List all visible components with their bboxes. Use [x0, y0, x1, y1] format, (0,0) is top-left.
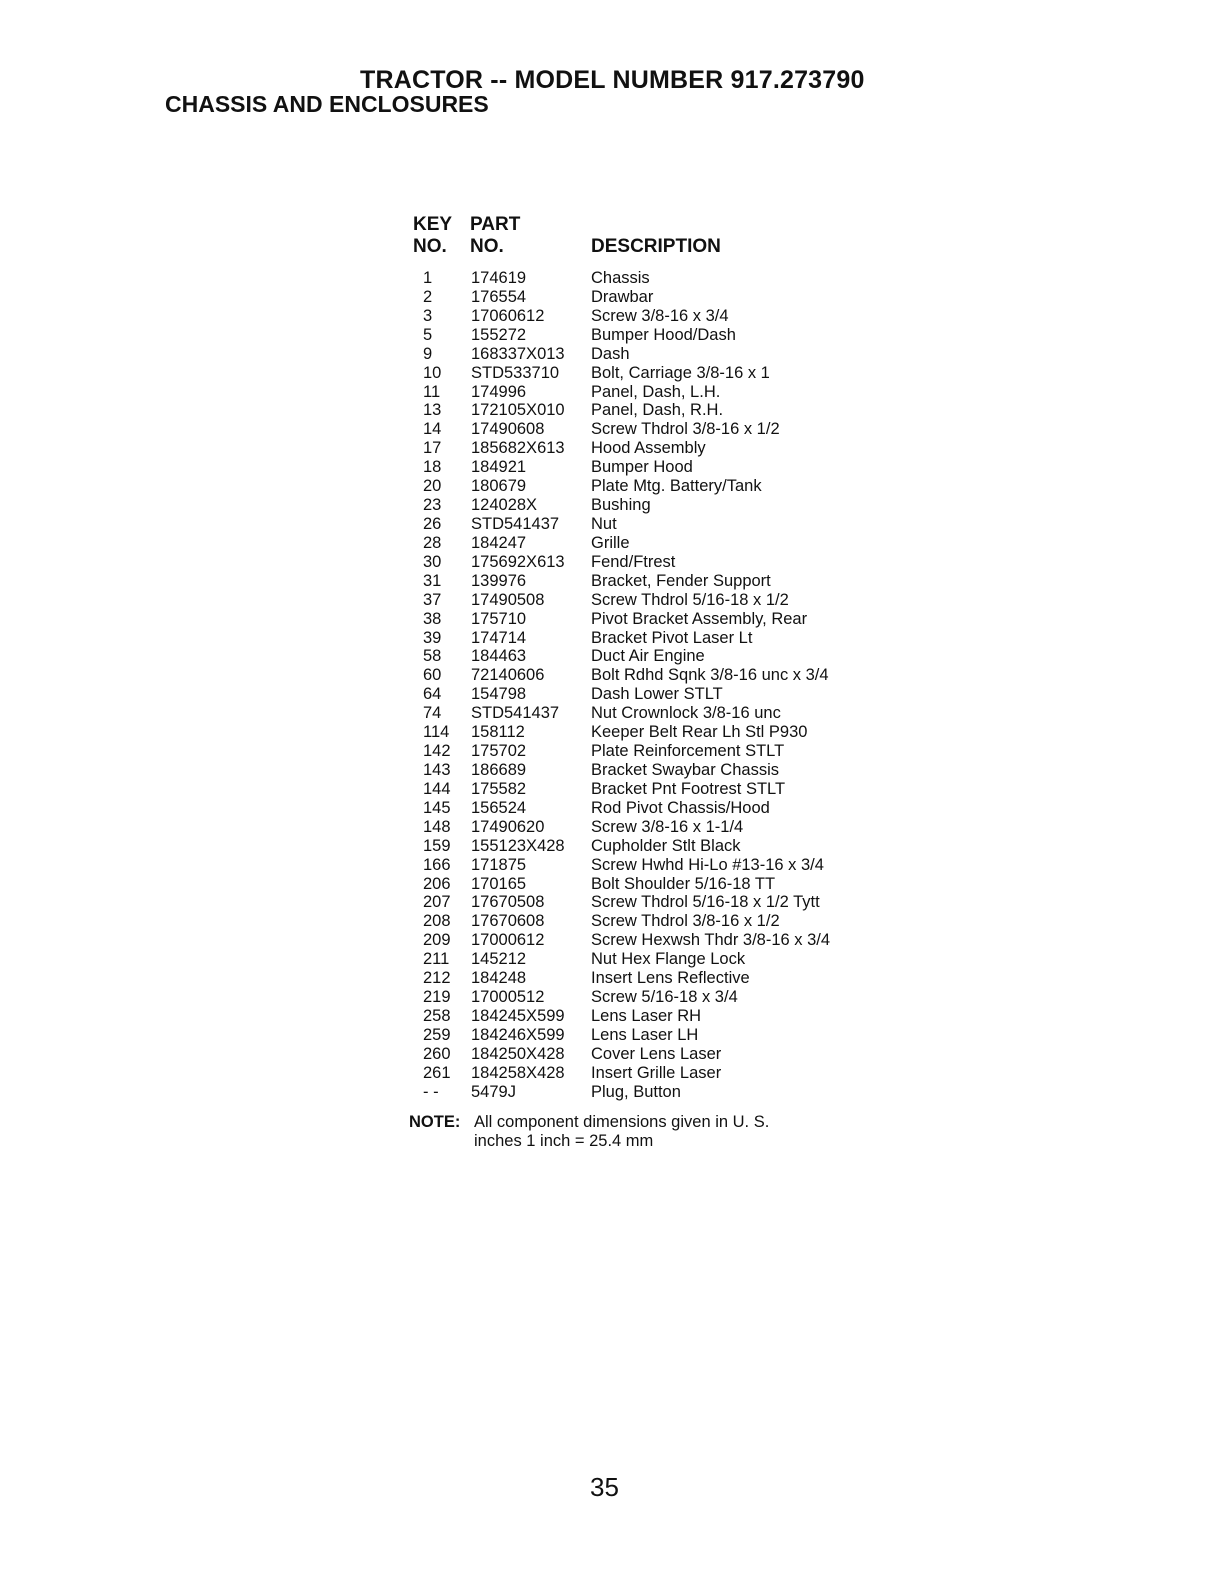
- table-row: [413, 761, 913, 780]
- description-cell: Pivot Bracket Assembly, Rear: [591, 609, 808, 628]
- part-number-cell: 184258X428: [471, 1063, 565, 1082]
- key-cell: 148: [423, 817, 451, 836]
- part-number-cell: 155272: [471, 325, 527, 344]
- part-number-cell: 172105X010: [471, 401, 565, 420]
- part-number-cell: 184921: [471, 458, 527, 477]
- part-number-cell: 17490508: [471, 590, 545, 609]
- part-number-cell: 174996: [471, 382, 527, 401]
- part-number-cell: 186689: [471, 760, 527, 779]
- table-row: [413, 534, 913, 553]
- table-row: [413, 931, 913, 950]
- key-cell: 142: [423, 742, 451, 761]
- part-number-cell: 175702: [471, 742, 527, 761]
- part-number-cell: 145212: [471, 950, 527, 969]
- part-number-cell: 156524: [471, 798, 527, 817]
- part-number-cell: 17000512: [471, 988, 545, 1007]
- key-cell: 211: [423, 950, 450, 969]
- description-cell: Insert Lens Reflective: [591, 969, 750, 988]
- table-row: [413, 704, 913, 723]
- key-cell: 166: [423, 855, 451, 874]
- key-cell: 30: [423, 552, 442, 571]
- table-row: [413, 893, 913, 912]
- description-cell: Insert Grille Laser: [591, 1063, 722, 1082]
- part-number-cell: 72140606: [471, 666, 545, 685]
- description-cell: Bushing: [591, 496, 651, 515]
- part-number-cell: 180679: [471, 477, 527, 496]
- description-cell: Cupholder Stlt Black: [591, 836, 741, 855]
- key-cell: 60: [423, 666, 442, 685]
- part-number-cell: 176554: [471, 287, 527, 306]
- key-cell: 159: [423, 836, 451, 855]
- key-cell: 143: [423, 760, 451, 779]
- table-row: [413, 647, 913, 666]
- key-cell: 20: [423, 477, 442, 496]
- part-number-cell: 154798: [471, 685, 527, 704]
- table-row: [413, 875, 913, 894]
- key-cell: 261: [423, 1063, 451, 1082]
- part-number-cell: 174714: [471, 628, 527, 647]
- description-cell: Plate Reinforcement STLT: [591, 742, 785, 761]
- part-number-cell: 17060612: [471, 306, 545, 325]
- key-cell: 26: [423, 514, 442, 533]
- table-row: [413, 610, 913, 629]
- part-number-cell: 175582: [471, 779, 527, 798]
- table-row: [413, 1007, 913, 1026]
- description-cell: Plate Mtg. Battery/Tank: [591, 477, 762, 496]
- part-number-cell: 17670508: [471, 893, 545, 912]
- table-row: [413, 364, 913, 383]
- description-cell: Screw Thdrol 3/8-16 x 1/2: [591, 420, 780, 439]
- description-cell: Cover Lens Laser: [591, 1044, 722, 1063]
- key-cell: 31: [423, 571, 442, 590]
- description-cell: Screw 3/8-16 x 1-1/4: [591, 817, 744, 836]
- table-row: [413, 950, 913, 969]
- key-cell: 17: [423, 439, 442, 458]
- table-row: [413, 458, 913, 477]
- table-row: [413, 780, 913, 799]
- description-cell: Hood Assembly: [591, 439, 706, 458]
- description-header: DESCRIPTION: [591, 236, 721, 257]
- key-cell: 144: [423, 779, 451, 798]
- part-number-cell: STD533710: [471, 363, 560, 382]
- table-row: [413, 345, 913, 364]
- key-cell: 13: [423, 401, 442, 420]
- description-cell: Bumper Hood/Dash: [591, 325, 736, 344]
- key-cell: 74: [423, 704, 442, 723]
- parts-rows: [413, 269, 913, 1102]
- part-number-cell: 175692X613: [471, 552, 565, 571]
- table-row: [413, 515, 913, 534]
- parts-list-header: [413, 214, 913, 266]
- table-row: [413, 307, 913, 326]
- part-number-cell: 139976: [471, 571, 527, 590]
- description-cell: Nut Hex Flange Lock: [591, 950, 746, 969]
- table-row: [413, 799, 913, 818]
- table-row: [413, 420, 913, 439]
- description-cell: Screw Hexwsh Thdr 3/8-16 x 3/4: [591, 931, 831, 950]
- description-cell: Screw Hwhd Hi-Lo #13-16 x 3/4: [591, 855, 824, 874]
- description-cell: Keeper Belt Rear Lh Stl P930: [591, 723, 808, 742]
- table-row: [413, 818, 913, 837]
- key-cell: 219: [423, 988, 451, 1007]
- description-cell: Lens Laser LH: [591, 1025, 699, 1044]
- description-cell: Screw Thdrol 5/16-18 x 1/2 Tytt: [591, 893, 820, 912]
- key-cell: 18: [423, 458, 442, 477]
- table-row: [413, 629, 913, 648]
- key-cell: 37: [423, 590, 442, 609]
- description-cell: Bracket Pivot Laser Lt: [591, 628, 753, 647]
- part-number-cell: 184248: [471, 969, 527, 988]
- key-cell: 3: [423, 306, 433, 325]
- table-row: [413, 742, 913, 761]
- description-cell: Bolt, Carriage 3/8-16 x 1: [591, 363, 770, 382]
- part-number-cell: 17490608: [471, 420, 545, 439]
- key-cell: 23: [423, 496, 442, 515]
- key-cell: 10: [423, 363, 442, 382]
- description-cell: Lens Laser RH: [591, 1006, 702, 1025]
- part-number-cell: 155123X428: [471, 836, 565, 855]
- description-cell: Nut: [591, 514, 617, 533]
- table-row: [413, 685, 913, 704]
- table-row: [413, 856, 913, 875]
- table-row: [413, 572, 913, 591]
- table-row: [413, 383, 913, 402]
- part-number-cell: 174619: [471, 269, 527, 287]
- key-cell: 1: [423, 269, 433, 287]
- description-cell: Bracket Pnt Footrest STLT: [591, 779, 786, 798]
- description-cell: Panel, Dash, L.H.: [591, 382, 721, 401]
- description-cell: Dash: [591, 344, 630, 363]
- key-cell: 259: [423, 1025, 451, 1044]
- description-cell: Screw 5/16-18 x 3/4: [591, 988, 738, 1007]
- section-subtitle: CHASSIS AND ENCLOSURES: [165, 91, 489, 117]
- key-cell: 260: [423, 1044, 451, 1063]
- key-cell: 208: [423, 912, 451, 931]
- part-number-cell: 170165: [471, 874, 527, 893]
- key-cell: 5: [423, 325, 433, 344]
- key-cell: 114: [423, 723, 450, 742]
- key-cell: 58: [423, 647, 442, 666]
- description-cell: Grille: [591, 533, 630, 552]
- page-number: 35: [590, 1472, 619, 1502]
- table-row: [413, 1083, 913, 1102]
- note-label: NOTE:: [409, 1113, 461, 1131]
- table-row: [413, 288, 913, 307]
- table-row: [413, 477, 913, 496]
- key-cell: 258: [423, 1006, 451, 1025]
- key-cell: 212: [423, 969, 451, 988]
- key-cell: 39: [423, 628, 442, 647]
- part-number-cell: 158112: [471, 723, 525, 742]
- description-cell: Dash Lower STLT: [591, 685, 723, 704]
- description-cell: Plug, Button: [591, 1082, 681, 1101]
- table-row: [413, 666, 913, 685]
- key-cell: 38: [423, 609, 442, 628]
- description-cell: Drawbar: [591, 287, 654, 306]
- description-cell: Bolt Rdhd Sqnk 3/8-16 unc x 3/4: [591, 666, 829, 685]
- key-cell: 145: [423, 798, 451, 817]
- part-number-cell: 5479J: [471, 1082, 516, 1101]
- key-cell: 28: [423, 533, 442, 552]
- key-cell: 209: [423, 931, 451, 950]
- table-row: [413, 496, 913, 515]
- description-cell: Bumper Hood: [591, 458, 693, 477]
- table-row: [413, 1045, 913, 1064]
- part-number-cell: 17000612: [471, 931, 545, 950]
- table-row: [413, 269, 913, 288]
- description-cell: Screw 3/8-16 x 3/4: [591, 306, 729, 325]
- part-number-cell: STD541437: [471, 704, 560, 723]
- table-row: [413, 401, 913, 420]
- part-number-cell: 168337X013: [471, 344, 565, 363]
- note-text: All component dimensions given in U. S. inches 1 inch = 25.4 mm: [474, 1113, 770, 1150]
- table-row: [413, 591, 913, 610]
- table-row: [413, 912, 913, 931]
- part-number-cell: 184245X599: [471, 1006, 565, 1025]
- part-number-cell: 124028X: [471, 496, 538, 515]
- table-row: [413, 723, 913, 742]
- description-cell: Bolt Shoulder 5/16-18 TT: [591, 874, 776, 893]
- description-cell: Fend/Ftrest: [591, 552, 676, 571]
- part-number-cell: 184250X428: [471, 1044, 565, 1063]
- part-number-cell: 184463: [471, 647, 527, 666]
- page-title: TRACTOR -- MODEL NUMBER 917.273790: [360, 66, 865, 94]
- key-cell: - -: [423, 1082, 439, 1101]
- description-cell: Chassis: [591, 269, 650, 287]
- description-cell: Nut Crownlock 3/8-16 unc: [591, 704, 781, 723]
- description-cell: Screw Thdrol 5/16-18 x 1/2: [591, 590, 789, 609]
- description-cell: Bracket, Fender Support: [591, 571, 771, 590]
- key-cell: 14: [423, 420, 442, 439]
- description-cell: Duct Air Engine: [591, 647, 705, 666]
- table-row: [413, 969, 913, 988]
- key-cell: 64: [423, 685, 442, 704]
- key-cell: 9: [423, 344, 433, 363]
- table-row: [413, 988, 913, 1007]
- part-number-cell: 175710: [471, 609, 527, 628]
- table-row: [413, 326, 913, 345]
- part-number-cell: 17670608: [471, 912, 545, 931]
- table-row: [413, 1026, 913, 1045]
- description-cell: Panel, Dash, R.H.: [591, 401, 724, 420]
- part-number-cell: 185682X613: [471, 439, 565, 458]
- part-number-cell: 184246X599: [471, 1025, 565, 1044]
- part-number-cell: STD541437: [471, 514, 560, 533]
- description-cell: Screw Thdrol 3/8-16 x 1/2: [591, 912, 780, 931]
- part-header-line2: NO.: [470, 236, 504, 257]
- part-number-cell: 184247: [471, 533, 527, 552]
- key-header-line1: KEY: [413, 214, 453, 235]
- table-row: [413, 553, 913, 572]
- key-cell: 207: [423, 893, 451, 912]
- key-cell: 2: [423, 287, 433, 306]
- table-row: [413, 439, 913, 458]
- part-number-cell: 171875: [471, 855, 527, 874]
- table-row: [413, 1064, 913, 1083]
- part-number-cell: 17490620: [471, 817, 545, 836]
- description-cell: Rod Pivot Chassis/Hood: [591, 798, 770, 817]
- part-header-line1: PART: [470, 214, 521, 235]
- key-cell: 206: [423, 874, 451, 893]
- description-cell: Bracket Swaybar Chassis: [591, 760, 779, 779]
- table-row: [413, 837, 913, 856]
- key-header-line2: NO.: [413, 236, 447, 257]
- parts-list: [413, 214, 913, 1102]
- key-cell: 11: [423, 382, 441, 401]
